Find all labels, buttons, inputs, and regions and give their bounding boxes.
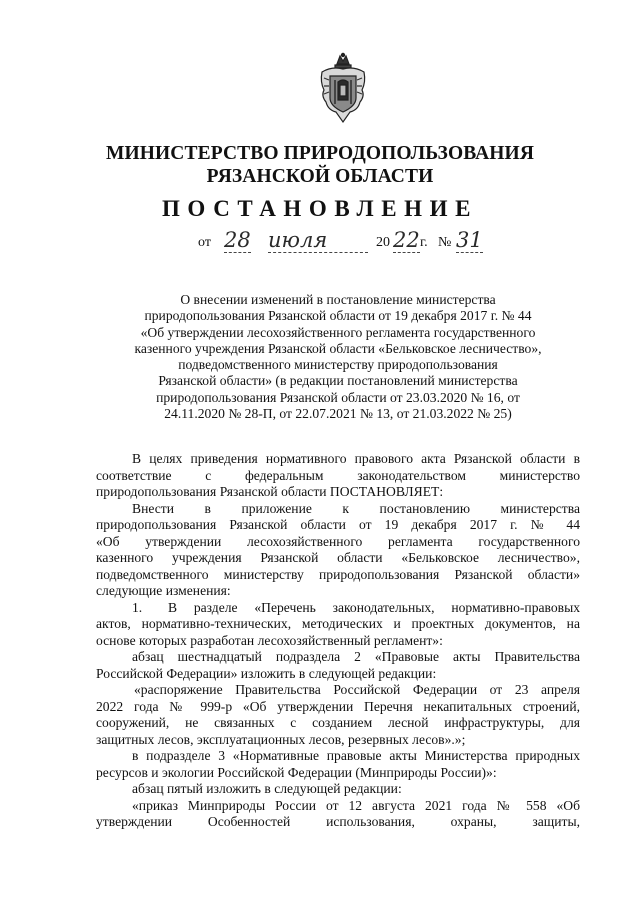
list-item-line [96,600,580,617]
document-type-title: ПОСТАНОВЛЕНИЕ [161,196,479,221]
subject-block [96,292,580,422]
paragraph-line: следующие изменения: [96,583,231,598]
ministry-title [0,142,640,188]
paragraph-line: казенного учреждения Рязанской области «Бельковское лесничество», [96,550,580,565]
paragraph-line: 2022 года № 999-р «Об утверждении Перечня некапитальных строений, [96,698,580,714]
paragraph-line: «распоряжение Правительства Российской Федерации от 23 апреля [134,682,580,697]
paragraph-line: природопользования Рязанской области от 19 декабря 2017 г. № 44 [96,517,580,532]
paragraph-line: абзац пятый изложить в следующей редакции: [132,781,402,796]
date-number-line [198,228,498,260]
number-mark: № [438,235,452,250]
paragraph-line: «Об утверждении лесохозяйственного регламента государственного [96,533,580,549]
body-text [96,451,580,831]
paragraph-line: «приказ Минприроды России от 12 августа 2021 года № 558 «Об [132,797,580,813]
paragraph-line: сооружений, не связанных с созданием лесной инфраструктуры, для [96,715,580,730]
date-year-handwritten: 22 [393,228,420,252]
paragraph-line: в подразделе 3 «Нормативные правовые акты Министерства природных [132,748,580,763]
document-number-handwritten: 31 [456,228,483,252]
subject-line: 24.11.2020 № 28-П, от 22.07.2021 № 13, от 21.03.2022 № 25) [164,406,512,422]
date-year-mark: г. [420,235,428,250]
paragraph-line: защитных лесов, эксплуатационных лесов, резервных лесов».»; [96,731,466,747]
subject-line: природопользования Рязанской области от 19 декабря 2017 г. № 44 [144,308,532,324]
subject-line: О внесении изменений в постановление министерства [180,292,496,307]
paragraph-line: ресурсов и экологии Российской Федерации (Минприроды России)»: [96,764,497,780]
subject-line: «Об утверждении лесохозяйственного регламента государственного [140,324,536,340]
paragraph-line: В целях приведения нормативного правового акта Рязанской области в [132,451,580,466]
subject-line: казенного учреждения Рязанской области «Бельковское лесничество», [134,340,542,356]
paragraph-line: абзац шестнадцатый подраздела 2 «Правовые акты Правительства [132,649,580,664]
paragraph-line: подведомственного министерству природопользования Рязанской области» [96,566,580,582]
date-year-prefix: 20 [376,235,390,250]
paragraph-line: природопользования Рязанской области ПОСТАНОВЛЯЕТ: [96,484,444,499]
subject-line: природопользования Рязанской области от 23.03.2020 № 16, от [156,389,520,405]
list-item-number: 1. [132,599,143,615]
paragraph-line: актов, нормативно-технических, методических и проектных документов, на [96,616,580,631]
ministry-title-line2: РЯЗАНСКОЙ ОБЛАСТИ [206,166,434,187]
paragraph-line: основе которых разработан лесохозяйственный регламент»: [96,632,443,648]
date-from-label: от [198,235,211,250]
paragraph-line: утверждении Особенностей использования, охраны, защиты, [96,814,580,829]
date-month-handwritten: июля [268,228,368,253]
subject-line: Рязанской области» (в редакции постановлений министерства [158,373,518,389]
subject-line: подведомственного министерству природопользования [178,357,498,373]
paragraph-line: соответствие с федеральным законодательством министерство [96,467,580,483]
paragraph-line: Российской Федерации» изложить в следующей редакции: [96,665,437,681]
list-item-text: В разделе «Перечень законодательных, нормативно-правовых [168,599,580,615]
paragraph-line: Внести в приложение к постановлению министерства [132,500,580,516]
date-day-handwritten: 28 [224,228,251,252]
ministry-title-line1: МИНИСТЕРСТВО ПРИРОДОПОЛЬЗОВАНИЯ [106,143,534,164]
coat-of-arms-emblem [318,52,368,128]
